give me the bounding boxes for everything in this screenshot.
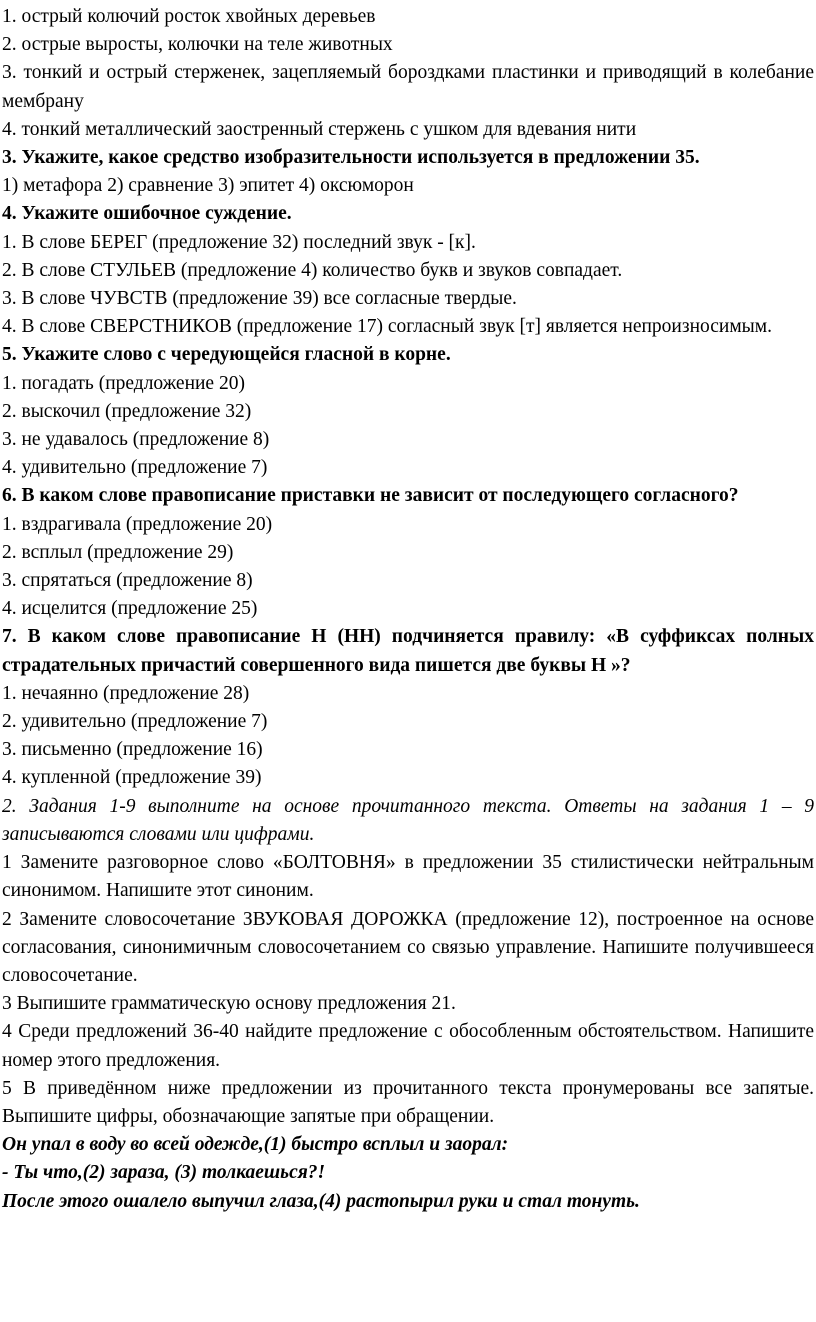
answer-option: 3. не удавалось (предложение 8) bbox=[2, 429, 270, 451]
question-heading: 6. В каком слове правописание приставки не зависит от последующего согласного? bbox=[2, 485, 739, 507]
answer-option: 1. вздрагивала (предложение 20) bbox=[2, 513, 273, 535]
answer-option: 1. погадать (предложение 20) bbox=[2, 372, 245, 394]
task-item: 1 Замените разговорное слово «БОЛТОВНЯ» в предложении 35 стилистически нейтральным синонимом. Напишите этот синоним. bbox=[2, 852, 814, 902]
answer-option: 3. письменно (предложение 16) bbox=[2, 739, 263, 761]
answer-option: 3. тонкий и острый стерженек, зацепляемый бороздками пластинки и приводящий в колебание мембрану bbox=[2, 62, 814, 112]
answer-option: 1. В слове БЕРЕГ (предложение 32) последний звук - [к]. bbox=[2, 231, 476, 253]
answer-option: 4. купленной (предложение 39) bbox=[2, 767, 262, 789]
answer-option: 4. тонкий металлический заостренный стержень с ушком для вдевания нити bbox=[2, 118, 637, 140]
task-item: 2 Замените словосочетание ЗВУКОВАЯ ДОРОЖКА (предложение 12), построенное на основе согласования, синонимичным словосочетанием со связью управление. Напишите получившееся словосочетание. bbox=[2, 908, 814, 986]
answer-option: 3. спрятаться (предложение 8) bbox=[2, 570, 253, 592]
answer-option: 4. В слове СВЕРСТНИКОВ (предложение 17) согласный звук [т] является непроизносимым. bbox=[2, 316, 772, 338]
answer-option: 3. В слове ЧУВСТВ (предложение 39) все согласные твердые. bbox=[2, 288, 517, 310]
answer-option: 4. исцелится (предложение 25) bbox=[2, 598, 258, 620]
answer-option: 2. острые выросты, колючки на теле животных bbox=[2, 34, 393, 56]
answer-option: 2. В слове СТУЛЬЕВ (предложение 4) количество букв и звуков совпадает. bbox=[2, 259, 623, 281]
answer-option: 1. острый колючий росток хвойных деревьев bbox=[2, 6, 376, 27]
task-item: 4 Среди предложений 36-40 найдите предложение с обособленным обстоятельством. Напишите номер этого предложения. bbox=[2, 1021, 814, 1071]
quoted-sentence: Он упал в воду во всей одежде,(1) быстро всплыл и заорал: bbox=[2, 1134, 509, 1156]
task-item: 3 Выпишите грамматическую основу предложения 21. bbox=[2, 993, 456, 1015]
quoted-sentence: - Ты что,(2) зараза, (3) толкаешься?! bbox=[2, 1162, 326, 1184]
question-heading: 5. Укажите слово с чередующейся гласной в корне. bbox=[2, 344, 451, 366]
answer-option: 4. удивительно (предложение 7) bbox=[2, 457, 268, 479]
task-item: 5 В приведённом ниже предложении из прочитанного текста пронумерованы все запятые. Выпишите цифры, обозначающие запятые при обращении. bbox=[2, 1077, 814, 1127]
answer-option: 2. удивительно (предложение 7) bbox=[2, 711, 268, 733]
answer-options-inline: 1) метафора 2) сравнение 3) эпитет 4) оксюморон bbox=[2, 175, 414, 197]
answer-option: 2. всплыл (предложение 29) bbox=[2, 541, 234, 563]
section-instructions: 2. Задания 1-9 выполните на основе прочитанного текста. Ответы на задания 1 – 9 записываются словами или цифрами. bbox=[2, 795, 814, 845]
question-heading: 3. Укажите, какое средство изобразительности используется в предложении 35. bbox=[2, 147, 700, 169]
question-heading: 7. В каком слове правописание Н (НН) подчиняется правилу: «В суффиксах полных страдательных причастий совершенного вида пишется две буквы Н »? bbox=[2, 626, 814, 676]
question-heading: 4. Укажите ошибочное суждение. bbox=[2, 203, 292, 225]
answer-option: 2. выскочил (предложение 32) bbox=[2, 400, 252, 422]
quoted-sentence: После этого ошалело выпучил глаза,(4) растопырил руки и стал тонуть. bbox=[2, 1190, 640, 1212]
answer-option: 1. нечаянно (предложение 28) bbox=[2, 682, 250, 704]
